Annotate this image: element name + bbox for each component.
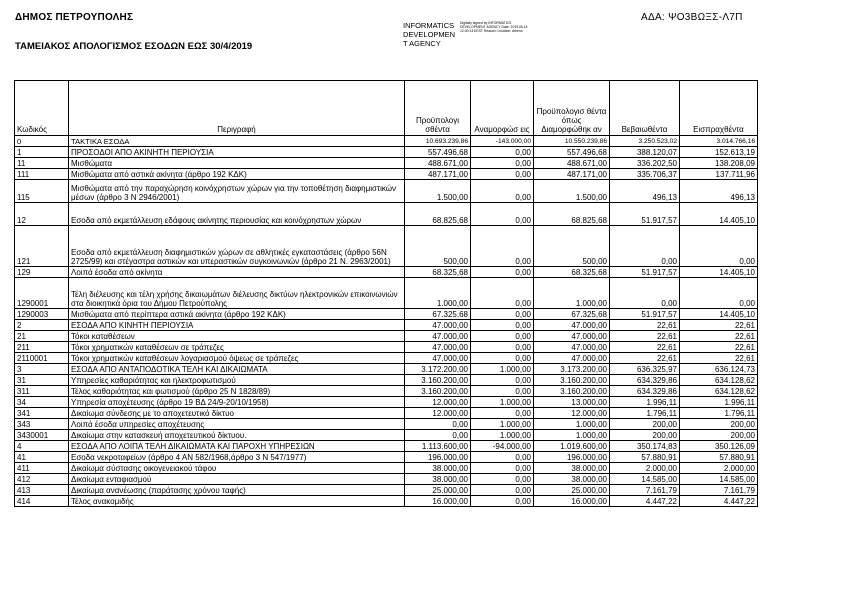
row-description: Λοιπά έσοδα από ακίνητα — [69, 267, 405, 278]
row-budget: 47.000,00 — [405, 331, 471, 342]
row-adjusted-budget: 1.000,00 — [534, 419, 610, 430]
row-collected: 3.014.766,16 — [680, 136, 758, 147]
table-row — [15, 375, 758, 386]
row-description: Εσοδα από εκμετάλλευση εδάφους ακίνητης περιουσίας και κοινόχρηστων χώρων — [69, 203, 405, 226]
row-description: ΤΑΚΤΙΚΑ ΕΣΟΔΑ — [69, 136, 405, 147]
row-certified: 22,61 — [610, 320, 680, 331]
row-code: 41 — [15, 452, 69, 463]
column-header-revisions: Αναμορφώσ εις — [471, 81, 534, 136]
row-revisions: 0,00 — [471, 485, 534, 496]
row-adjusted-budget: 10.550.239,86 — [534, 136, 610, 147]
row-code: 3 — [15, 364, 69, 375]
row-code: 414 — [15, 496, 69, 507]
row-budget: 47.000,00 — [405, 342, 471, 353]
row-budget: 557.496,68 — [405, 147, 471, 158]
row-certified: 14.585,00 — [610, 474, 680, 485]
row-code: 411 — [15, 463, 69, 474]
row-collected: 137.711,96 — [680, 169, 758, 180]
row-budget: 488.671,00 — [405, 158, 471, 169]
row-collected: 22,61 — [680, 353, 758, 364]
row-revisions: 0,00 — [471, 309, 534, 320]
row-collected: 14.405,10 — [680, 203, 758, 226]
row-revisions: 0,00 — [471, 386, 534, 397]
row-budget: 47.000,00 — [405, 353, 471, 364]
row-collected: 22,61 — [680, 320, 758, 331]
row-code: 413 — [15, 485, 69, 496]
row-certified: 57.880,91 — [610, 452, 680, 463]
row-budget: 47.000,00 — [405, 320, 471, 331]
table-row — [15, 158, 758, 169]
table-row — [15, 386, 758, 397]
column-header-code: Κωδικός — [15, 81, 69, 136]
row-revisions: 0,00 — [471, 158, 534, 169]
row-adjusted-budget: 488.671,00 — [534, 158, 610, 169]
row-description: Μισθώματα από αστικά ακίνητα (άρθρο 192 ΚΔΚ) — [69, 169, 405, 180]
row-code: 129 — [15, 267, 69, 278]
row-code: 343 — [15, 419, 69, 430]
row-revisions: 0,00 — [471, 203, 534, 226]
row-revisions: 0,00 — [471, 342, 534, 353]
row-certified: 7.161,79 — [610, 485, 680, 496]
row-budget: 1.500,00 — [405, 180, 471, 203]
table-row — [15, 136, 758, 147]
row-description: Τόκοι χρηματικών καταθέσεων λογαριασμού όψεως σε τράπεζες — [69, 353, 405, 364]
row-collected: 14.585,00 — [680, 474, 758, 485]
row-adjusted-budget: 3.173.200,00 — [534, 364, 610, 375]
row-budget: 67.325,68 — [405, 309, 471, 320]
row-budget: 3.160.200,00 — [405, 375, 471, 386]
row-certified: 51.917,57 — [610, 203, 680, 226]
row-code: 2 — [15, 320, 69, 331]
row-budget: 1.000,00 — [405, 278, 471, 309]
row-adjusted-budget: 47.000,00 — [534, 331, 610, 342]
row-revisions: 0,00 — [471, 408, 534, 419]
table-row — [15, 474, 758, 485]
row-adjusted-budget: 47.000,00 — [534, 342, 610, 353]
row-code: 4 — [15, 441, 69, 452]
table-row — [15, 320, 758, 331]
row-code: 21 — [15, 331, 69, 342]
row-collected: 0,00 — [680, 278, 758, 309]
row-budget: 196.000,00 — [405, 452, 471, 463]
row-budget: 0,00 — [405, 419, 471, 430]
row-revisions: 0,00 — [471, 474, 534, 485]
row-description: Μισθώματα από την παραχώρηση κοινόχρηστων χώρων για την τοποθέτηση διαφημιστικών μέσων (άρθρο 3 Ν 2946/2001) — [69, 180, 405, 203]
row-description: Τέλος καθαριότητας και φωτισμού (άρθρο 25 Ν 1828/89) — [69, 386, 405, 397]
column-header-collected: Εισπραχθέντα — [680, 81, 758, 136]
row-collected: 57.880,91 — [680, 452, 758, 463]
row-revisions: 0,00 — [471, 452, 534, 463]
row-adjusted-budget: 67.325,68 — [534, 309, 610, 320]
column-header-budget: Προϋπολογι σθέντα — [405, 81, 471, 136]
revenue-table — [14, 80, 758, 507]
table-row — [15, 342, 758, 353]
row-revisions: 0,00 — [471, 320, 534, 331]
row-collected: 2.000,00 — [680, 463, 758, 474]
row-collected: 1.996,11 — [680, 397, 758, 408]
row-collected: 0,00 — [680, 226, 758, 267]
row-code: 211 — [15, 342, 69, 353]
row-certified: 51.917,57 — [610, 309, 680, 320]
column-header-description: Περιγραφή — [69, 81, 405, 136]
row-revisions: 0,00 — [471, 353, 534, 364]
row-certified: 634.329,86 — [610, 386, 680, 397]
row-collected: 152.613,19 — [680, 147, 758, 158]
column-header-certified: Βεβαιωθέντα — [610, 81, 680, 136]
row-adjusted-budget: 47.000,00 — [534, 320, 610, 331]
row-code: 341 — [15, 408, 69, 419]
row-collected: 4.447,22 — [680, 496, 758, 507]
row-description: ΕΣΟΔΑ ΑΠΟ ΑΝΤΑΠΟΔΟΤΙΚΑ ΤΕΛΗ ΚΑΙ ΔΙΚΑΙΩΜΑΤΑ — [69, 364, 405, 375]
row-description: Δικαίωμα σύνδεσης με το αποχετευτικό δίκτυο — [69, 408, 405, 419]
row-certified: 335.706,37 — [610, 169, 680, 180]
row-description: ΕΣΟΔΑ ΑΠΟ ΛΟΙΠΑ ΤΕΛΗ ΔΙΚΑΙΩΜΑΤΑ ΚΑΙ ΠΑΡΟΧΗ ΥΠΗΡΕΣΙΩΝ — [69, 441, 405, 452]
row-budget: 68.825,68 — [405, 203, 471, 226]
row-collected: 138.208,09 — [680, 158, 758, 169]
row-revisions: 0,00 — [471, 180, 534, 203]
row-adjusted-budget: 1.000,00 — [534, 430, 610, 441]
row-collected: 634.128,62 — [680, 386, 758, 397]
row-code: 111 — [15, 169, 69, 180]
row-collected: 14.405,10 — [680, 267, 758, 278]
row-collected: 496,13 — [680, 180, 758, 203]
municipality-name: ΔΗΜΟΣ ΠΕΤΡΟΥΠΟΛΗΣ — [15, 12, 134, 23]
row-certified: 22,61 — [610, 353, 680, 364]
row-budget: 12.000,00 — [405, 397, 471, 408]
row-code: 121 — [15, 226, 69, 267]
table-row — [15, 397, 758, 408]
table-row — [15, 331, 758, 342]
row-certified: 0,00 — [610, 226, 680, 267]
row-revisions: 1.000,00 — [471, 364, 534, 375]
row-budget: 500,00 — [405, 226, 471, 267]
column-header-adjusted-budget: Προϋπολογισ θέντα όπως Διαμορφώθηκ αν — [534, 81, 610, 136]
row-revisions: 0,00 — [471, 278, 534, 309]
row-revisions: 0,00 — [471, 226, 534, 267]
row-code: 34 — [15, 397, 69, 408]
row-description: Τέλος ανακομιδής — [69, 496, 405, 507]
row-certified: 51.917,57 — [610, 267, 680, 278]
row-description: Δικαίωμα ενταφιασμού — [69, 474, 405, 485]
row-adjusted-budget: 38.000,00 — [534, 463, 610, 474]
table-row — [15, 441, 758, 452]
table-row — [15, 353, 758, 364]
row-budget: 38.000,00 — [405, 463, 471, 474]
row-collected: 7.161,79 — [680, 485, 758, 496]
row-adjusted-budget: 3.160.200,00 — [534, 375, 610, 386]
row-budget: 10.693.239,86 — [405, 136, 471, 147]
row-code: 11 — [15, 158, 69, 169]
row-adjusted-budget: 487.171,00 — [534, 169, 610, 180]
row-certified: 1.996,11 — [610, 397, 680, 408]
row-certified: 2.000,00 — [610, 463, 680, 474]
row-description: Λοιπά έσοδα υπηρεσίες αποχέτευσης — [69, 419, 405, 430]
row-description: Τέλη διέλευσης και τέλη χρήσης δικαιωμάτων διέλευσης δικτύων ηλεκτρονικών επικοινωνιών στα διοικητικά όρια του Δήμου Πετρούπολης — [69, 278, 405, 309]
row-certified: 336.202,50 — [610, 158, 680, 169]
table-row — [15, 267, 758, 278]
row-adjusted-budget: 1.500,00 — [534, 180, 610, 203]
row-budget: 3.172.200,00 — [405, 364, 471, 375]
row-code: 311 — [15, 386, 69, 397]
row-description: ΠΡΟΣΟΔΟΙ ΑΠΟ ΑΚΙΝΗΤΗ ΠΕΡΙΟΥΣΙΑ — [69, 147, 405, 158]
row-description: Τόκοι χρηματικών καταθέσεων σε τράπεζες — [69, 342, 405, 353]
row-certified: 0,00 — [610, 278, 680, 309]
row-adjusted-budget: 12.000,00 — [534, 408, 610, 419]
table-header-row — [15, 81, 758, 136]
row-budget: 16.000,00 — [405, 496, 471, 507]
row-certified: 496,13 — [610, 180, 680, 203]
table-row — [15, 430, 758, 441]
row-collected: 1.796,11 — [680, 408, 758, 419]
row-adjusted-budget: 1.019.600,00 — [534, 441, 610, 452]
row-budget: 68.325,68 — [405, 267, 471, 278]
row-revisions: 0,00 — [471, 496, 534, 507]
row-collected: 200,00 — [680, 430, 758, 441]
row-collected: 350.126,09 — [680, 441, 758, 452]
row-revisions: 0,00 — [471, 463, 534, 474]
row-collected: 22,61 — [680, 331, 758, 342]
table-row — [15, 226, 758, 267]
row-certified: 350.174,83 — [610, 441, 680, 452]
row-certified: 200,00 — [610, 430, 680, 441]
row-certified: 22,61 — [610, 331, 680, 342]
report-title: ΤΑΜΕΙΑΚΟΣ ΑΠΟΛΟΓΙΣΜΟΣ ΕΣΟΔΩΝ ΕΩΣ 30/4/2019 — [15, 41, 253, 52]
table-row — [15, 463, 758, 474]
row-certified: 388.120,07 — [610, 147, 680, 158]
row-adjusted-budget: 500,00 — [534, 226, 610, 267]
row-budget: 12.000,00 — [405, 408, 471, 419]
row-description: Εσοδα από εκμετάλλευση διαφημιστικών χώρων σε αθλητικές εγκαταστάσεις (άρθρο 56Ν 2725/99) και στέγαστρα αστικών και υπεραστικών συγκοινωνιών (άρθρο 21 Ν. 2963/2001) — [69, 226, 405, 267]
row-revisions: 1.000,00 — [471, 419, 534, 430]
row-code: 3430001 — [15, 430, 69, 441]
row-budget: 25.000,00 — [405, 485, 471, 496]
row-adjusted-budget: 47.000,00 — [534, 353, 610, 364]
table-row — [15, 278, 758, 309]
table-row — [15, 309, 758, 320]
row-revisions: 0,00 — [471, 169, 534, 180]
table-row — [15, 203, 758, 226]
table-row — [15, 180, 758, 203]
row-adjusted-budget: 1.000,00 — [534, 278, 610, 309]
row-adjusted-budget: 13.000,00 — [534, 397, 610, 408]
row-adjusted-budget: 196.000,00 — [534, 452, 610, 463]
table-row — [15, 147, 758, 158]
row-budget: 487.171,00 — [405, 169, 471, 180]
row-collected: 636.124,73 — [680, 364, 758, 375]
row-adjusted-budget: 25.000,00 — [534, 485, 610, 496]
row-budget: 3.160.200,00 — [405, 386, 471, 397]
table-row — [15, 485, 758, 496]
row-revisions: 0,00 — [471, 267, 534, 278]
row-description: Μισθώματα από περίπτερα αστικά ακίνητα (άρθρο 192 ΚΔΚ) — [69, 309, 405, 320]
row-certified: 3.250.523,02 — [610, 136, 680, 147]
row-adjusted-budget: 38.000,00 — [534, 474, 610, 485]
row-certified: 200,00 — [610, 419, 680, 430]
row-certified: 1.796,11 — [610, 408, 680, 419]
row-adjusted-budget: 3.160.200,00 — [534, 386, 610, 397]
row-adjusted-budget: 68.325,68 — [534, 267, 610, 278]
row-revisions: 1.000,00 — [471, 397, 534, 408]
row-code: 0 — [15, 136, 69, 147]
row-description: Υπηρεσία αποχέτευσης (άρθρο 19 ΒΔ 24/9-20/10/1958) — [69, 397, 405, 408]
row-certified: 22,61 — [610, 342, 680, 353]
row-description: Τόκοι καταθέσεων — [69, 331, 405, 342]
row-code: 12 — [15, 203, 69, 226]
table-row — [15, 408, 758, 419]
row-description: Υπηρεσίες καθαριότητας και ηλεκτροφωτισμού — [69, 375, 405, 386]
table-row — [15, 496, 758, 507]
signing-agency: INFORMATICS DEVELOPMEN T AGENCY — [403, 21, 456, 48]
row-code: 412 — [15, 474, 69, 485]
row-revisions: 0,00 — [471, 331, 534, 342]
row-collected: 200,00 — [680, 419, 758, 430]
row-revisions: -143.000,00 — [471, 136, 534, 147]
table-row — [15, 364, 758, 375]
table-row — [15, 419, 758, 430]
row-certified: 636.325,97 — [610, 364, 680, 375]
digital-signature-text: Digitally signed by INFORMATICS DEVELOPMENT AGENCY Date: 2019.05.14 12:00:13 EEST Reason: Location: Athens — [460, 21, 528, 34]
row-code: 1 — [15, 147, 69, 158]
row-adjusted-budget: 68.825,68 — [534, 203, 610, 226]
row-adjusted-budget: 557.496,68 — [534, 147, 610, 158]
row-description: Δικαίωμα σύστασης οικογενειακού τάφου — [69, 463, 405, 474]
row-revisions: 0,00 — [471, 147, 534, 158]
row-description: ΕΣΟΔΑ ΑΠΟ ΚΙΝΗΤΗ ΠΕΡΙΟΥΣΙΑ — [69, 320, 405, 331]
row-budget: 1.113.600,00 — [405, 441, 471, 452]
row-code: 115 — [15, 180, 69, 203]
row-code: 1290003 — [15, 309, 69, 320]
table-row — [15, 169, 758, 180]
row-collected: 14.405,10 — [680, 309, 758, 320]
row-description: Δικαίωμα στην κατασκευή αποχετευτικού δίκτυου. — [69, 430, 405, 441]
row-collected: 634.128,62 — [680, 375, 758, 386]
row-collected: 22,61 — [680, 342, 758, 353]
row-code: 31 — [15, 375, 69, 386]
row-description: Μισθώματα — [69, 158, 405, 169]
row-description: Δικαίωμα ανανέωσης (παράτασης χρόνου ταφής) — [69, 485, 405, 496]
row-certified: 634.329,86 — [610, 375, 680, 386]
row-budget: 0,00 — [405, 430, 471, 441]
row-description: Εσοδα νεκροταφείων (άρθρο 4 ΑΝ 582/1968,άρθρο 3 Ν 547/1977) — [69, 452, 405, 463]
row-certified: 4.447,22 — [610, 496, 680, 507]
ada-code: ΑΔΑ: ΨΟ3ΒΩΞΣ-Λ7Π — [641, 12, 743, 23]
row-revisions: 1.000,00 — [471, 430, 534, 441]
row-code: 2110001 — [15, 353, 69, 364]
row-code: 1290001 — [15, 278, 69, 309]
row-budget: 38.000,00 — [405, 474, 471, 485]
row-adjusted-budget: 16.000,00 — [534, 496, 610, 507]
row-revisions: 0,00 — [471, 375, 534, 386]
table-row — [15, 452, 758, 463]
row-revisions: -94.000,00 — [471, 441, 534, 452]
